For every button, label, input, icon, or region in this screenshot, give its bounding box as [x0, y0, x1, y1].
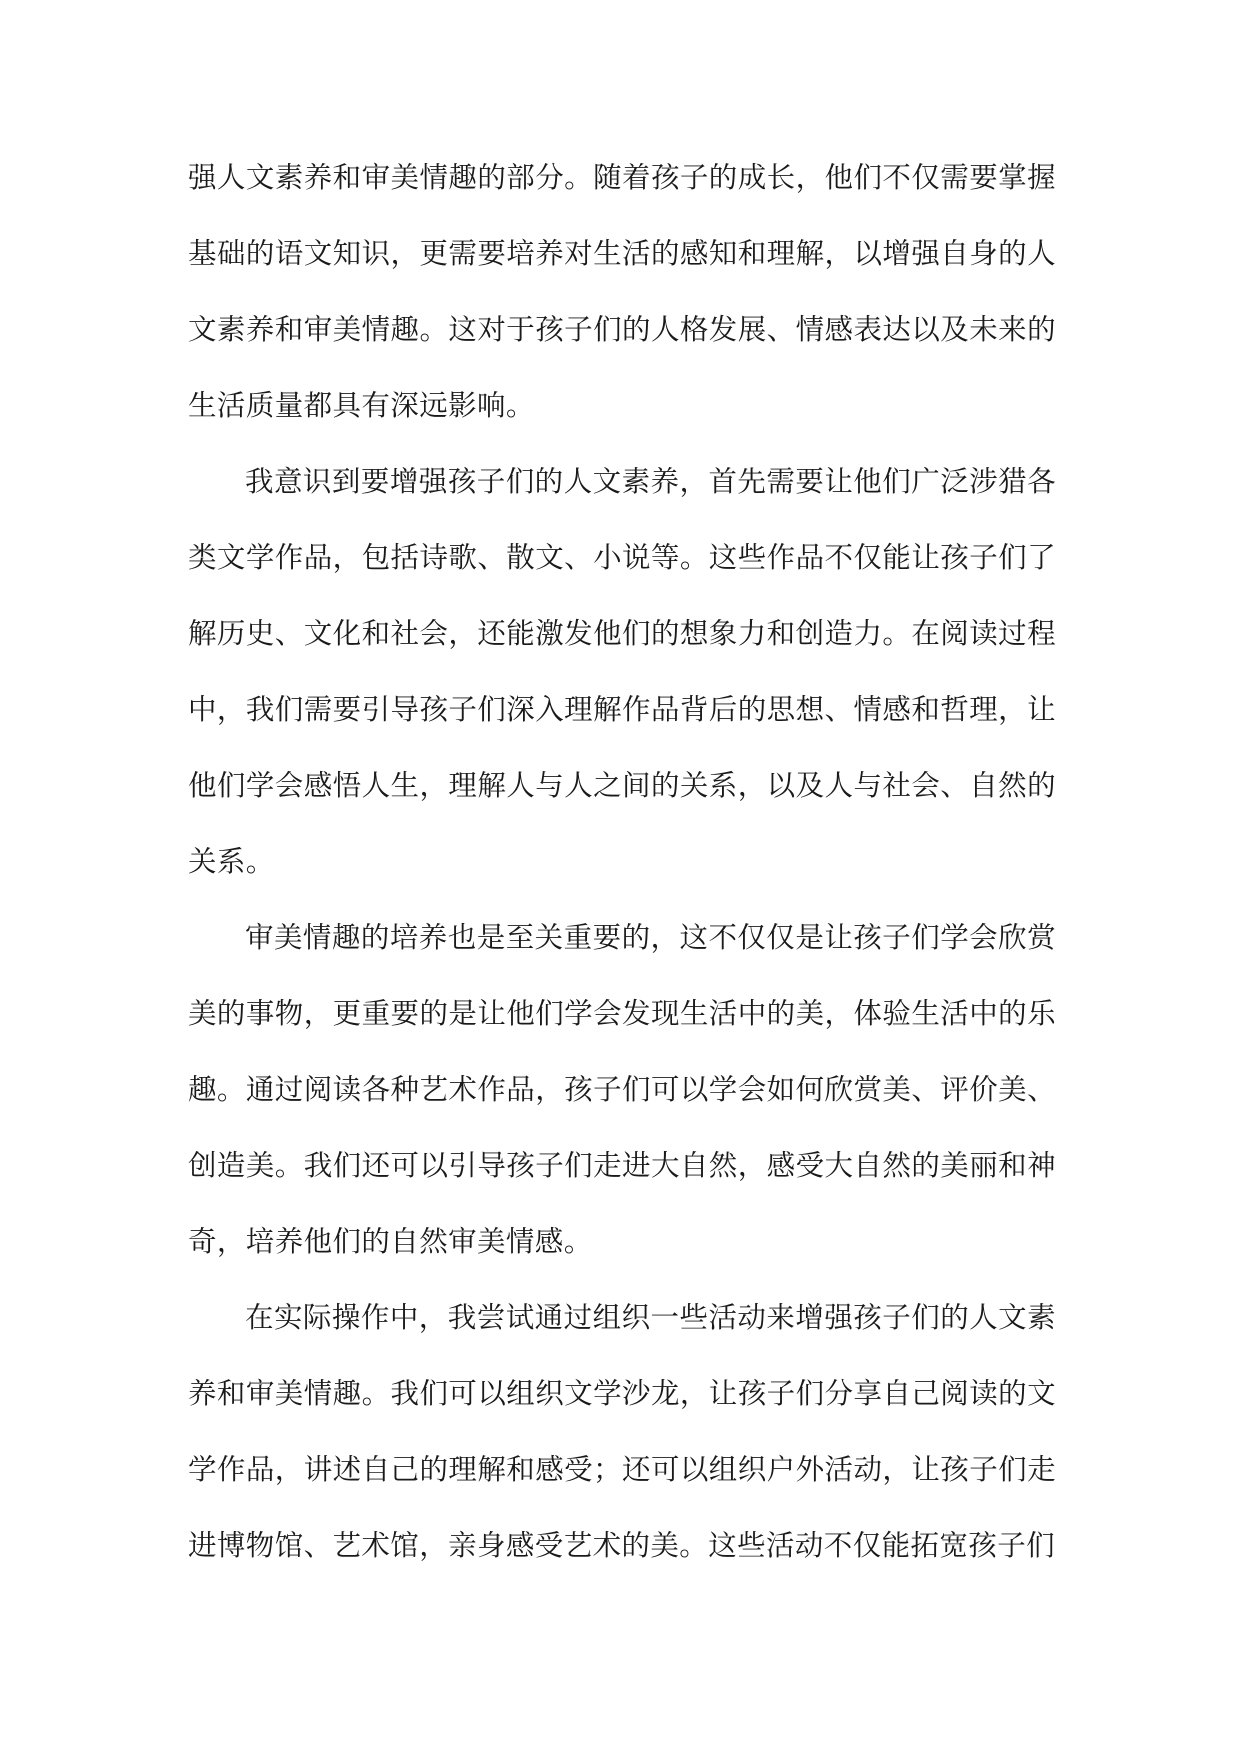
paragraph-humanities: 我意识到要增强孩子们的人文素养，首先需要让他们广泛涉猎各类文学作品，包括诗歌、散文、小说等。这些作品不仅能让孩子们了解历史、文化和社会，还能激发他们的想象力和创造力。在阅读过程中，我们需要引导孩子们深入理解作品背后的思想、情感和哲理，让他们学会感悟人生，理解人与人之间的关系，以及人与社会、自然的关系。 — [188, 465, 1056, 878]
body-text — [188, 140, 1056, 1584]
paragraph-aesthetics: 审美情趣的培养也是至关重要的，这不仅仅是让孩子们学会欣赏美的事物，更重要的是让他们学会发现生活中的美，体验生活中的乐趣。通过阅读各种艺术作品，孩子们可以学会如何欣赏美、评价美、创造美。我们还可以引导孩子们走进大自然，感受大自然的美丽和神奇，培养他们的自然审美情感。 — [188, 921, 1056, 1258]
paragraph-continuation: 强人文素养和审美情趣的部分。随着孩子的成长，他们不仅需要掌握基础的语文知识，更需要培养对生活的感知和理解，以增强自身的人文素养和审美情趣。这对于孩子们的人格发展、情感表达以及未来的生活质量都具有深远影响。 — [188, 161, 1056, 422]
paragraph-activities: 在实际操作中，我尝试通过组织一些活动来增强孩子们的人文素养和审美情趣。我们可以组织文学沙龙，让孩子们分享自己阅读的文学作品，讲述自己的理解和感受；还可以组织户外活动，让孩子们走进博物馆、艺术馆，亲身感受艺术的美。这些活动不仅能拓宽孩子们 — [188, 1301, 1056, 1562]
